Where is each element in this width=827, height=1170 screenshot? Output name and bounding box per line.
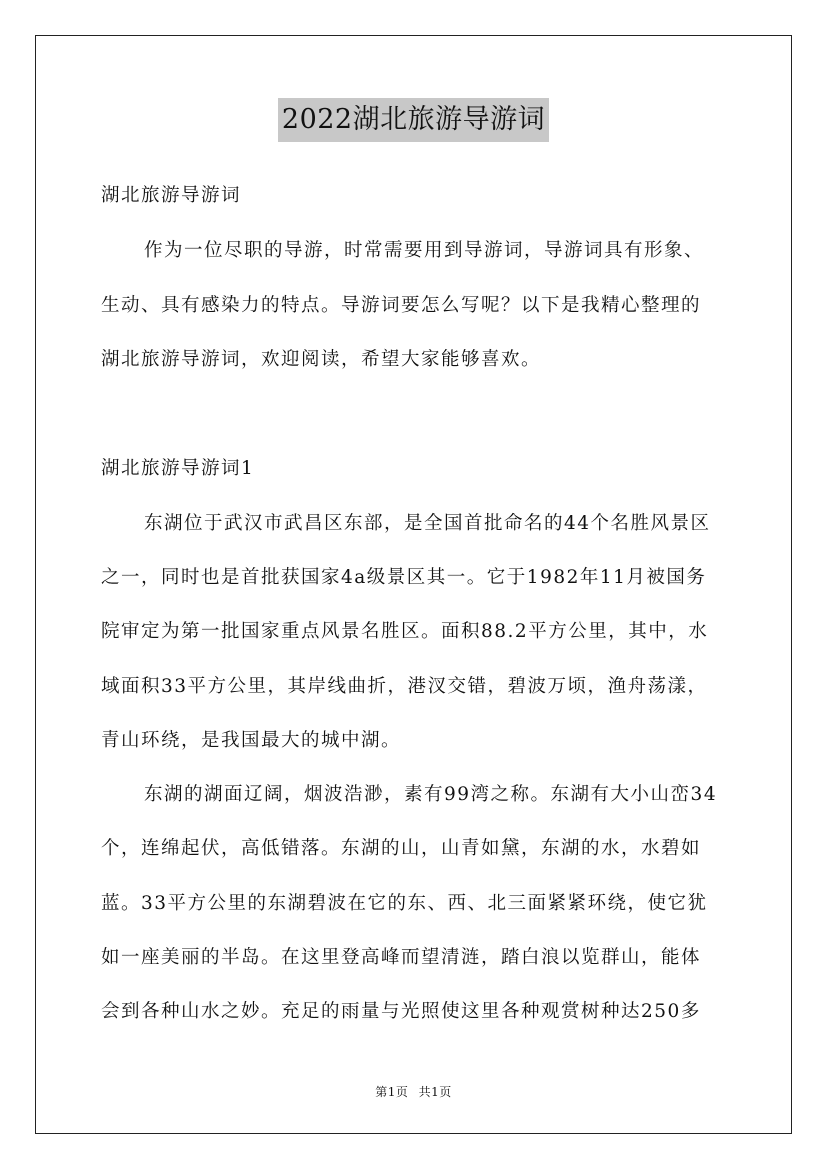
section-heading: 湖北旅游导游词1 [101, 458, 255, 479]
intro-line: 作为一位尽职的导游，时常需要用到导游词，导游词具有形象、 [144, 240, 705, 261]
paragraph-line: 个，连绵起伏，高低错落。东湖的山，山青如黛，东湖的水，水碧如 [101, 838, 702, 859]
paragraph-line: 东湖的湖面辽阔，烟波浩渺，素有99湾之称。东湖有大小山峦34 [144, 784, 718, 805]
page-footer [0, 1083, 827, 1100]
paragraph-line: 如一座美丽的半岛。在这里登高峰而望清涟，踏白浪以览群山，能体 [101, 947, 702, 968]
intro-line: 湖北旅游导游词，欢迎阅读，希望大家能够喜欢。 [101, 349, 542, 370]
paragraph-line: 之一，同时也是首批获国家4a级景区其一。它于1982年11月被国务 [101, 567, 707, 588]
page-number: 第1页 [375, 1085, 409, 1099]
page-total: 共1页 [418, 1085, 452, 1099]
subtitle: 湖北旅游导游词 [101, 185, 242, 206]
paragraph-line: 会到各种山水之妙。充足的雨量与光照使这里各种观赏树种达250多 [101, 1001, 701, 1022]
document-title: 2022湖北旅游导游词 [278, 98, 549, 142]
title-container [0, 98, 827, 142]
paragraph-line: 院审定为第一批国家重点风景名胜区。面积88.2平方公里，其中，水 [101, 621, 709, 642]
intro-line: 生动、具有感染力的特点。导游词要怎么写呢？以下是我精心整理的 [101, 295, 702, 316]
paragraph-line: 域面积33平方公里，其岸线曲折，港汊交错，碧波万顷，渔舟荡漾， [101, 676, 708, 697]
paragraph-line: 蓝。33平方公里的东湖碧波在它的东、西、北三面紧紧环绕，使它犹 [101, 893, 708, 914]
paragraph-line: 东湖位于武汉市武昌区东部，是全国首批命名的44个名胜风景区 [144, 513, 711, 534]
paragraph-line: 青山环绕，是我国最大的城中湖。 [101, 730, 402, 751]
